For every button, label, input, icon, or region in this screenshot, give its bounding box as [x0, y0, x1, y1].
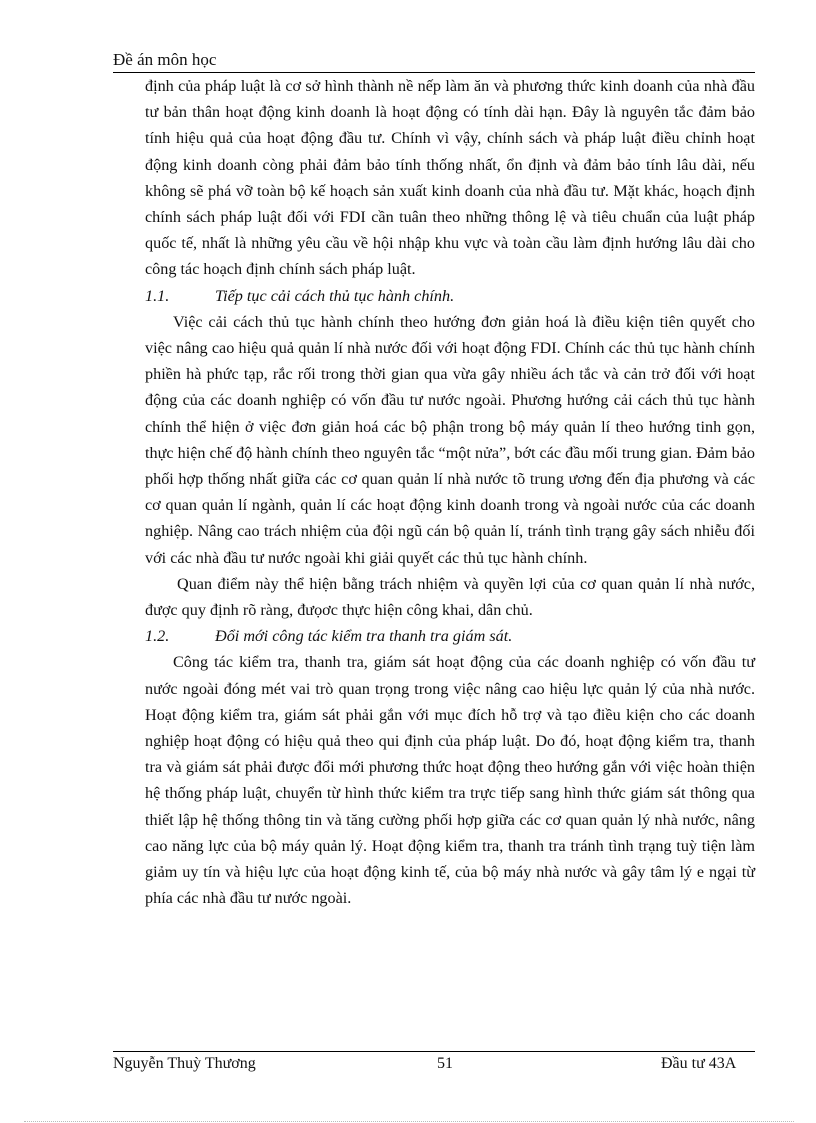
section-number: 1.2.	[145, 627, 170, 646]
footer-author: Nguyễn Thuỳ Thương	[113, 1055, 256, 1072]
page-number: 51	[437, 1055, 453, 1072]
footer-class: Đầu tư 43A	[661, 1055, 737, 1072]
section-heading-1-1	[145, 283, 755, 309]
section-heading-1-2	[145, 623, 755, 649]
document-body	[145, 73, 755, 912]
page-bottom-edge	[24, 1121, 794, 1122]
paragraph: Công tác kiểm tra, thanh tra, giám sát hoạt động của các doanh nghiệp có vốn đầu tư nước ngoài đóng mét vai trò quan trọng trong việc nâng cao hiệu lực quản lý của nhà nước. Hoạt động kiểm tra, giám sát phải gắn với mục đích hỗ trợ và tạo điều kiện cho các doanh nghiệp hoạt động có hiệu quả theo qui định của pháp luật. Do đó, hoạt động kiểm tra, thanh tra và giám sát phải được đổi mới phương thức hoạt động theo hướng gắn với việc hoàn thiện hệ thống pháp luật, chuyển từ hình thức kiểm tra trực tiếp sang hình thức giám sát thông qua thiết lập hệ thống thông tin và tăng cường phối hợp giữa các cơ quan quản lý nhà nước, nâng cao năng lực của bộ máy quản lý. Hoạt động kiểm tra, thanh tra tránh tình trạng tuỳ tiện làm giảm uy tín và hiệu lực của hoạt động kinh tế, của bộ máy nhà nước và gây tâm lý e ngại từ phía các nhà đầu tư nước ngoài.	[145, 653, 755, 908]
section-title: Đổi mới công tác kiểm tra thanh tra giám sát.	[215, 627, 513, 646]
section-number: 1.1.	[145, 286, 170, 305]
section-title: Tiếp tục cải cách thủ tục hành chính.	[215, 286, 455, 305]
paragraph: Quan điểm này thể hiện bằng trách nhiệm và quyền lợi của cơ quan quản lí nhà nước, được quy định rõ ràng, đưọơc thực hiện công khai, dân chủ.	[145, 574, 755, 620]
paragraph: Việc cải cách thủ tục hành chính theo hướng đơn giản hoá là điều kiện tiên quyết cho việc nâng cao hiệu quả quản lí nhà nước đối với hoạt động FDI. Chính các thủ tục hành chính phiền hà phức tạp, rắc rối trong thời gian qua vừa gây nhiều ách tắc và cản trở đối với hoạt động của các doanh nghiệp có vốn đầu tư nước ngoài. Phương hướng cải cách thủ tục hành chính thể hiện ở việc đơn giản hoá các bộ phận trong bộ máy quản lí theo hướng tinh gọn, thực hiện chế độ hành chính theo nguyên tắc “một nửa”, bớt các đầu mối trung gian. Đảm bảo phối hợp thống nhất giữa các cơ quan quản lí nhà nước tõ trung ương đến địa phương và các cơ quan quản lí ngành, quản lí các hoạt động kinh doanh trong và ngoài nước của các doanh nghiệp. Nâng cao trách nhiệm của đội ngũ cán bộ quản lí, tránh tình trạng gây sách nhiễu đối với các nhà đầu tư nước ngoài khi giải quyết các thủ tục hành chính.	[145, 312, 755, 567]
paragraph-continued: định của pháp luật là cơ sở hình thành nề nếp làm ăn và phương thức kinh doanh của nhà đầu tư bản thân hoạt động kinh doanh là hoạt động có tính dài hạn. Đây là nguyên tắc đảm bảo tính hiệu quả của hoạt động đầu tư. Chính vì vậy, chính sách và pháp luật điều chỉnh hoạt động kinh doanh còng phải đảm bảo tính thống nhất, ổn định và đảm bảo tính lâu dài, nếu không sẽ phá vỡ toàn bộ kế hoạch sản xuất kinh doanh của nhà đầu tư. Mặt khác, hoạch định chính sách pháp luật đối với FDI cần tuân theo những thông lệ và tiêu chuẩn của luật pháp quốc tế, nhất là những yêu cầu về hội nhập khu vực và toàn cầu làm định hướng lâu dài cho công tác hoạch định chính sách pháp luật.	[145, 77, 755, 279]
page-header-title: Đề án môn học	[113, 50, 217, 69]
footer-divider	[113, 1051, 755, 1052]
